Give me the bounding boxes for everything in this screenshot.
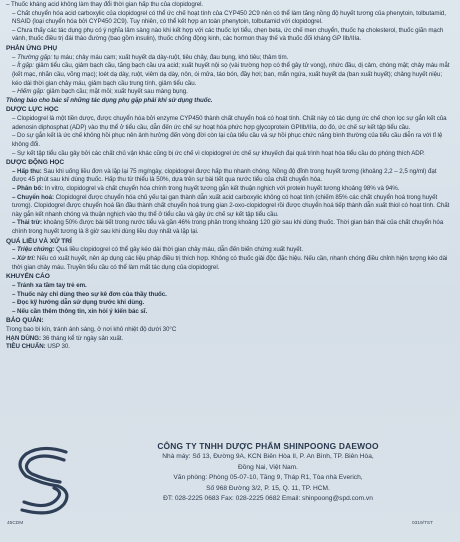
company-province: Đồng Nai, Việt Nam.	[238, 463, 298, 471]
interaction-others: – Chưa thấy các tác dụng phụ có ý nghĩa lâm sàng nào khi kết hợp với các thuốc lợi tiểu, chẹn beta, ức chế men chuyển, thuốc hạ cholesterol, thuốc giãn mạch vành, thuốc điều trị đái tháo đường (bao gồm insulin), thuốc chống động kinh, các hormon thay thế và thuốc đối kháng GP IIb/IIIa.	[12, 26, 444, 43]
warning-prescription: – Thuốc này chỉ dùng theo sự kê đơn của thầy thuốc.	[12, 290, 167, 298]
overdose-treatment: – Xử trí: Nếu có xuất huyết, nên áp dụng các liệu pháp điều trị thích hợp. Không có thuốc giải độc đặc hiệu. Nếu cần, nhanh chóng điều chỉnh hiện tượng kéo dài thời gian chảy máu. Truyền tiểu cầu có thể làm mất tác dụng của clopidogrel.	[12, 255, 448, 271]
notice-text: Thông báo cho bác sĩ những tác dụng phụ gặp phải khi sử dụng thuốc.	[6, 96, 213, 104]
interaction-cyp450: – Chất chuyển hóa acid carboxylic của clopidogrel có thể ức chế hoạt tính của CYP450 2C9 nên có thể làm tăng nồng độ huyết tương của phenytoin, tolbutamid, NSAID (loại chuyển hóa bởi CYP450 2C9). Tuy nhiên, có thể kết hợp an toàn phenytoin, tolbutamid với clopidogrel.	[12, 9, 446, 26]
section-warnings: KHUYẾN CÁO	[6, 273, 50, 281]
company-logo-icon	[12, 442, 74, 520]
company-contact: ĐT: 028-2225 0683 Fax: 028-2225 0682 Email: shinpoong@spd.com.vn	[163, 495, 373, 502]
company-office-line2: Số 968 Đường 3/2, P. 15, Q. 11, TP. HCM.	[206, 484, 330, 492]
company-factory: Nhà máy: Số 13, Đường 9A, KCN Biên Hòa II, P. An Bình, TP. Biên Hòa,	[162, 453, 374, 460]
company-block	[8, 440, 452, 520]
pk-distribution: – Phân bố: In vitro, clopidogrel và chất chuyển hóa chính trong huyết tương gắn kết thuận nghịch với protein huyết tương khoảng 98% và 94%.	[12, 185, 400, 193]
section-pharmacology: DƯỢC LỰC HỌC	[6, 106, 59, 114]
side-effect-rare: – Hiếm gặp: giảm bạch cầu; mặt mỏi; xuất huyết sau màng bụng.	[12, 88, 188, 96]
side-effect-common: – Thường gặp: tụ máu; chảy máu cam; xuất huyết da dày-ruột, tiêu chảy, đau bụng, khó tiêu; thâm tím.	[12, 53, 289, 61]
leaflet-body	[6, 1, 452, 352]
interaction-antacid: – Thuốc kháng acid không làm thay đổi thời gian hấp thu của clopidogrel.	[6, 1, 204, 8]
print-code-left: 45CDM	[7, 521, 24, 526]
expiry-line: HẠN DÙNG: 36 tháng kể từ ngày sản xuất.	[6, 334, 124, 342]
warning-children: – Tránh xa tầm tay trẻ em.	[12, 282, 87, 290]
pharmacology-1: – Clopidogrel là một tiền dược, được chuyển hóa bởi enzyme CYP450 thành chất chuyển hoá có hoạt tính. Chất này có tác dụng ức chế chọn lọc sự gắn kết của adenosin diphosphat (ADP) vào thụ thể ở tiểu cầu, dẫn đến ức chế sự hoạt hóa phức hợp glycoprotein GPIIb/IIIa, do đó, ức chế sự kết tập tiểu cầu.	[12, 115, 447, 131]
section-storage: BẢO QUẢN:	[6, 317, 44, 325]
pharmacology-3: – Sự kết tập tiểu cầu gây bởi các chất chủ vận khác cũng bị ức chế vì clopidogrel ức chế sự khuyếch đại quá trình hoạt hóa tiểu cầu do phóng thích ADP.	[12, 149, 425, 157]
warning-read: – Đọc kỹ hướng dẫn sử dụng trước khi dùng.	[12, 299, 145, 307]
pk-metabolism: – Chuyển hoá: Clopidogrel được chuyển hóa chủ yếu tại gan thành dẫn xuất acid carboxylic không có hoạt tính (chiếm 85% các chất chuyển hoá trong huyết tương). Clopidogrel được chuyển hoá lần đầu thành chất chuyển hoá trung gian 2-oxo-clopidogrel rồi được chuyển hoá tiếp thành dẫn xuất thiol có hoạt tính. Chất này gắn kết nhanh chóng và thuận nghịch vào thụ thể ở tiểu cầu và gây ức chế sự kết tập tiểu cầu.	[12, 193, 450, 218]
company-office-line1: Văn phòng: Phòng 05-07-10, Tầng 9, Tháp R1, Tòa nhà Everich,	[173, 474, 363, 481]
company-info	[84, 440, 452, 505]
standard-line: TIÊU CHUẨN: USP 30.	[6, 343, 70, 351]
print-code-right: 0319/TST	[412, 521, 434, 526]
section-side-effects: PHẢN ỨNG PHỤ	[6, 44, 58, 52]
storage-text: Trong bao bì kín, tránh ánh sáng, ở nơi khô nhiệt độ dưới 30°C	[6, 326, 177, 334]
company-name: CÔNG TY TNHH DƯỢC PHẨM SHINPOONG DAEWOO	[157, 441, 379, 451]
pk-elimination: – Thải trừ: khoảng 50% được bài tiết trong nước tiểu và gần 46% trong phân trong khoảng 120 giờ sau khi dùng thuốc. Thời gian bán thải của chất chuyển hóa chính trong huyết tương là 8 giờ sau khi dùng liều duy nhất và lặp lại.	[12, 219, 444, 236]
overdose-symptoms: – Triệu chứng: Quá liều clopidogrel có thể gây kéo dài thời gian chảy máu, dẫn đến biến chứng xuất huyết.	[12, 246, 304, 254]
section-overdose: QUÁ LIỀU VÀ XỬ TRÍ	[6, 237, 72, 245]
pharmacology-2: – Do sự gắn kết là ức chế không hồi phục nên ảnh hưởng đến vòng đời còn lại của tiểu cầu và sự hồi phục chức năng bình thường của tiểu cầu diễn ra với tỉ lệ không đổi.	[12, 132, 443, 148]
section-pharmacokinetics: DƯỢC ĐỘNG HỌC	[6, 159, 65, 167]
side-effect-uncommon: – Ít gặp: giảm tiểu cầu, giảm bạch cầu, tăng bạch cầu ưa acid; xuất huyết nội sọ (vài trường hợp có thể gây tử vong), nhức đầu, dị cảm, chóng mặt; chảy máu mắt (kết mạc, nhãn cầu, võng mạc); loét dạ dày, ruột, viêm dạ dày, nôn, ói mửa, táo bón, đầy hơi; ban, mẩn ngứa, xuất huyết da (ban xuất huyết); chảng huyết niệu; kéo dài thời gian chảy máu, giảm bạch cầu trung tính, giảm tiểu cầu.	[12, 62, 450, 87]
warning-ask-doctor: – Nếu cần thêm thông tin, xin hỏi ý kiến bác sĩ.	[12, 307, 148, 315]
pk-absorption: – Hấp thu: Sau khi uống liều đơn và lặp lại 75 mg/ngày, clopidogrel được hấp thu nhanh chóng. Nồng độ đỉnh trong huyết tương (khoảng 2,2 – 2,5 ng/ml) đạt được 45 phút sau khi dùng thuốc. Hấp thu từ thiểu là 50%, dựa trên sự bài tiết qua nước tiểu của chất chuyển hóa.	[12, 167, 437, 184]
